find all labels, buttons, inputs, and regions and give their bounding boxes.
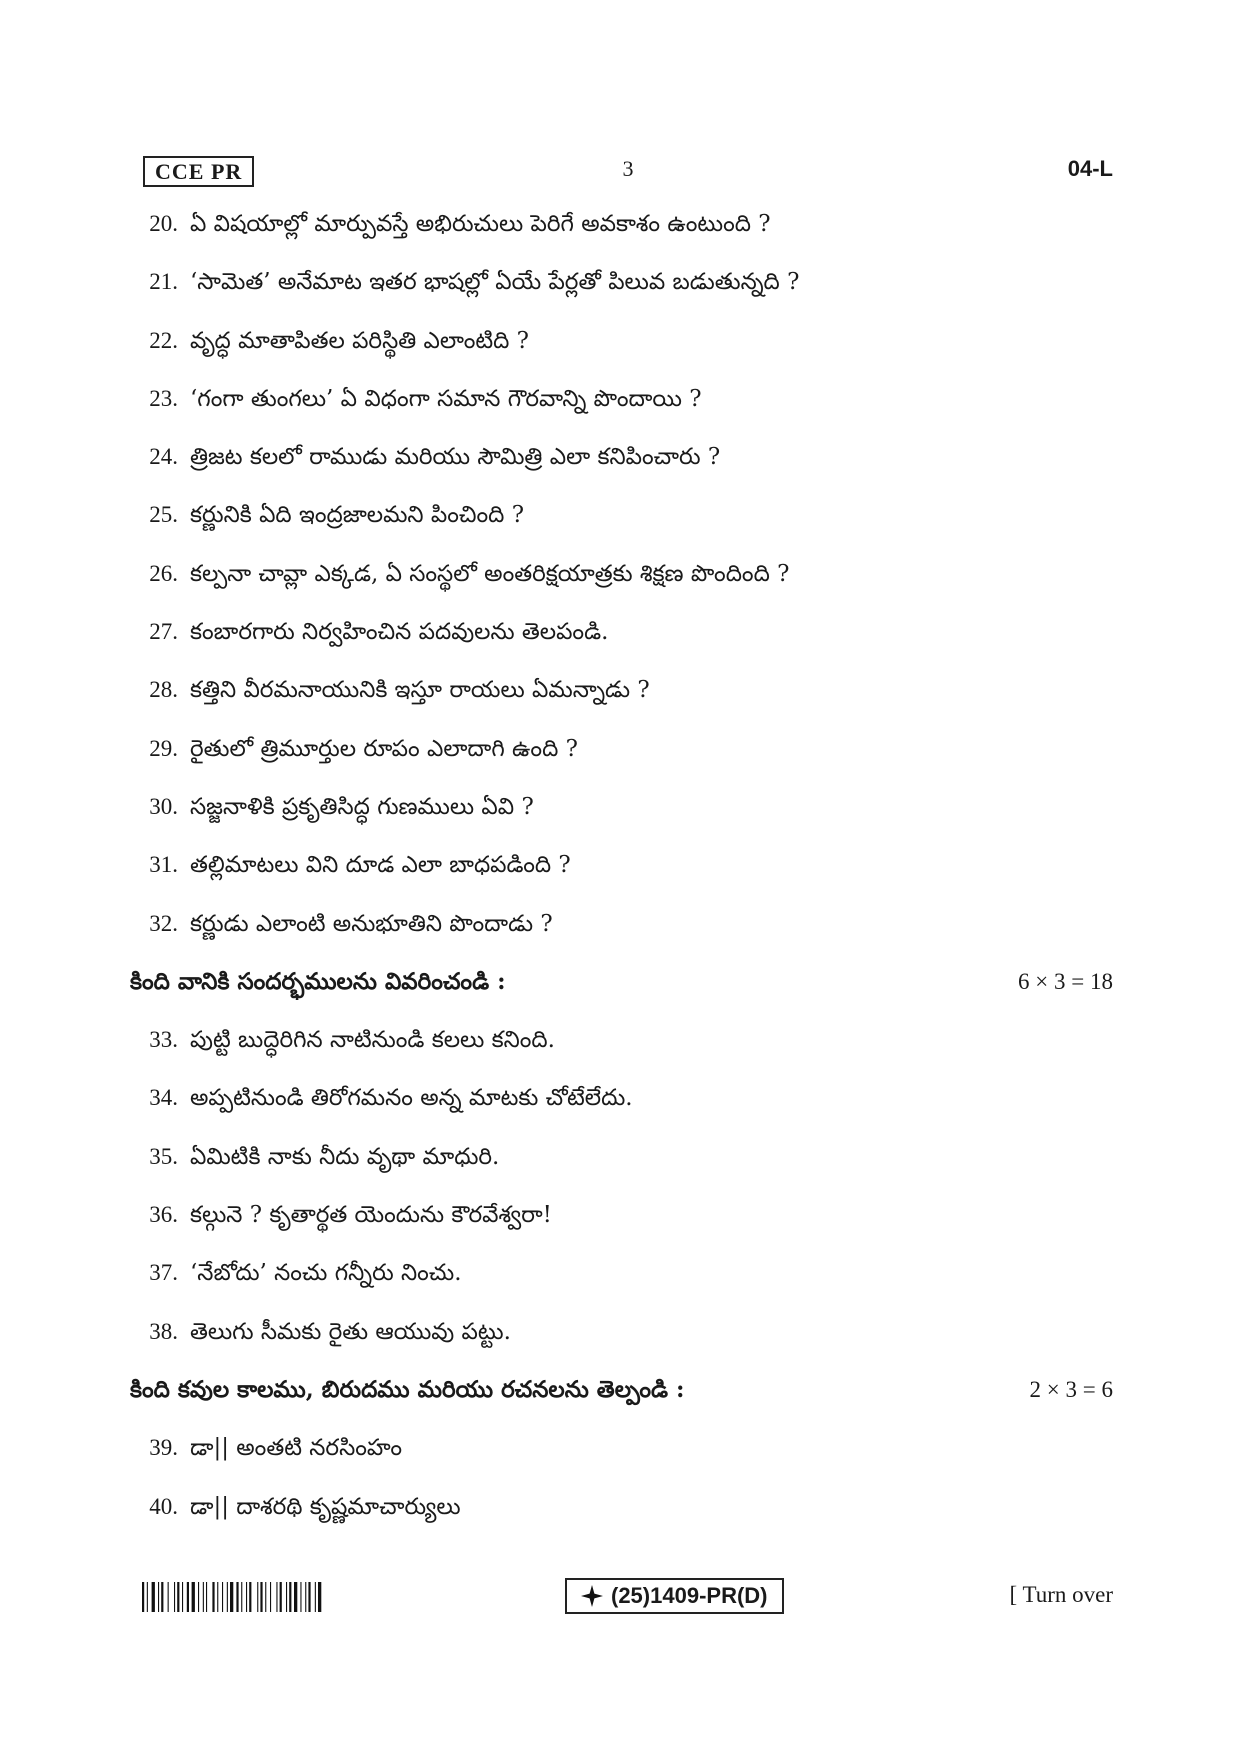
question-text: త్రిజట కలలో రాముడు మరియు సౌమిత్రి ఎలా కనిపించారు ?	[190, 444, 721, 471]
question-item	[130, 1254, 1113, 1312]
question-number: 28.	[149, 677, 178, 703]
question-item	[130, 1196, 1113, 1254]
question-number: 35.	[149, 1143, 178, 1169]
question-item	[130, 613, 1113, 671]
question-number: 32.	[149, 910, 178, 936]
question-text: పుట్టి బుద్ధెరిగిన నాటినుండి కలలు కనింది.	[190, 1027, 555, 1054]
page-number: 3	[622, 156, 634, 181]
question-text: కల్పనా చావ్లా ఎక్కడ, ఏ సంస్థలో అంతరిక్షయాత్రకు శిక్షణ పొందింది ?	[190, 560, 790, 587]
question-number: 22.	[149, 327, 178, 353]
turn-over-text: [ Turn over	[1009, 1582, 1113, 1607]
question-number: 34.	[149, 1085, 178, 1111]
question-item	[130, 438, 1113, 496]
paper-code-box	[565, 1578, 784, 1614]
section-text: కింది కవుల కాలము, బిరుదము మరియు రచనలను తెల్పండి :	[130, 1375, 685, 1403]
question-text: సజ్జనాళికి ప్రకృతిసిద్ధ గుణములు ఏవి ?	[190, 793, 534, 820]
question-item	[130, 1488, 1113, 1546]
question-number: 25.	[149, 502, 178, 528]
question-number: 27.	[149, 619, 178, 645]
question-item	[130, 555, 1113, 613]
question-text: ‘గంగా తుంగలు’ ఏ విధంగా సమాన గౌరవాన్ని పొందాయి ?	[190, 385, 702, 412]
question-number: 20.	[149, 211, 178, 236]
question-text: వృద్ధ మాతాపితల పరిస్థితి ఎలాంటిది ?	[190, 327, 529, 354]
question-text: ‘నేబోదు’ నంచు గన్నీరు నించు.	[190, 1260, 462, 1287]
question-text: ఏమిటికి నాకు నీదు వృథా మాధురి.	[190, 1143, 500, 1170]
question-text: రైతులో త్రిమూర్తుల రూపం ఎలాదాగి ఉంది ?	[190, 735, 578, 762]
question-text: కర్ణునికి ఏది ఇంద్రజాలమని పించింది ?	[190, 502, 525, 529]
question-list	[130, 205, 1113, 1546]
question-item	[130, 322, 1113, 380]
question-item	[130, 1138, 1113, 1196]
question-number: 38.	[149, 1318, 178, 1344]
question-text: డా|| దాశరథి కృష్ణమాచార్యులు	[190, 1493, 461, 1520]
question-item	[130, 846, 1113, 904]
question-item	[130, 380, 1113, 438]
question-number: 36.	[149, 1202, 178, 1228]
question-number: 33.	[149, 1027, 178, 1053]
question-text: తల్లిమాటలు విని దూడ ఎలా బాధపడింది ?	[190, 852, 571, 879]
question-item	[130, 788, 1113, 846]
question-item	[130, 205, 1113, 263]
question-text: డా|| అంతటి నరసింహం	[190, 1435, 403, 1462]
page-header	[143, 154, 1113, 190]
section-marks: 2 × 3 = 6	[1029, 1376, 1113, 1402]
question-item	[130, 1079, 1113, 1137]
question-number: 29.	[149, 735, 178, 761]
question-item	[130, 730, 1113, 788]
question-number: 26.	[149, 560, 178, 586]
question-text: కత్తిని వీరమనాయునికి ఇస్తూ రాయలు ఏమన్నాడు ?	[190, 677, 650, 704]
section-marks: 6 × 3 = 18	[1018, 968, 1113, 994]
question-item	[130, 1313, 1113, 1371]
question-text: కల్గునె ? కృతార్థత యెందును కౌరవేశ్వరా!	[190, 1202, 552, 1229]
question-number: 21.	[149, 269, 178, 295]
question-number: 24.	[149, 444, 178, 470]
question-number: 40.	[149, 1493, 178, 1519]
question-number: 23.	[149, 385, 178, 411]
barcode-icon	[142, 1582, 380, 1612]
question-item	[130, 905, 1113, 963]
question-item	[130, 496, 1113, 554]
question-number: 31.	[149, 852, 178, 878]
section-text: కింది వానికి సందర్భములను వివరించండి :	[130, 967, 506, 995]
four-point-star-icon	[581, 1585, 603, 1607]
question-text: అప్పటినుండి తిరోగమనం అన్న మాటకు చోటేలేదు.	[190, 1085, 633, 1112]
question-text: తెలుగు సీమకు రైతు ఆయువు పట్టు.	[190, 1318, 511, 1345]
question-text: ‘సామెత’ అనేమాట ఇతర భాషల్లో ఏయే పేర్లతో పిలువ బడుతున్నది ?	[190, 269, 800, 296]
question-item	[130, 1429, 1113, 1487]
question-text: ఏ విషయాల్లో మార్పువస్తే అభిరుచులు పెరిగే అవకాశం ఉంటుంది ?	[190, 211, 771, 237]
question-text: కర్ణుడు ఎలాంటి అనుభూతిని పొందాడు ?	[190, 910, 553, 937]
question-item	[130, 671, 1113, 729]
paper-code: (25)1409-PR(D)	[611, 1583, 768, 1608]
section-instruction	[130, 963, 1113, 1021]
subject-code: 04-L	[1067, 156, 1113, 181]
question-number: 39.	[149, 1435, 178, 1461]
section-instruction	[130, 1371, 1113, 1429]
question-number: 30.	[149, 793, 178, 819]
page-footer	[142, 1578, 1113, 1618]
question-text: కంబారగారు నిర్వహించిన పదవులను తెలపండి.	[190, 619, 609, 646]
question-item	[130, 263, 1113, 321]
exam-code-box: CCE PR	[143, 156, 254, 187]
question-item	[130, 1021, 1113, 1079]
question-number: 37.	[149, 1260, 178, 1286]
